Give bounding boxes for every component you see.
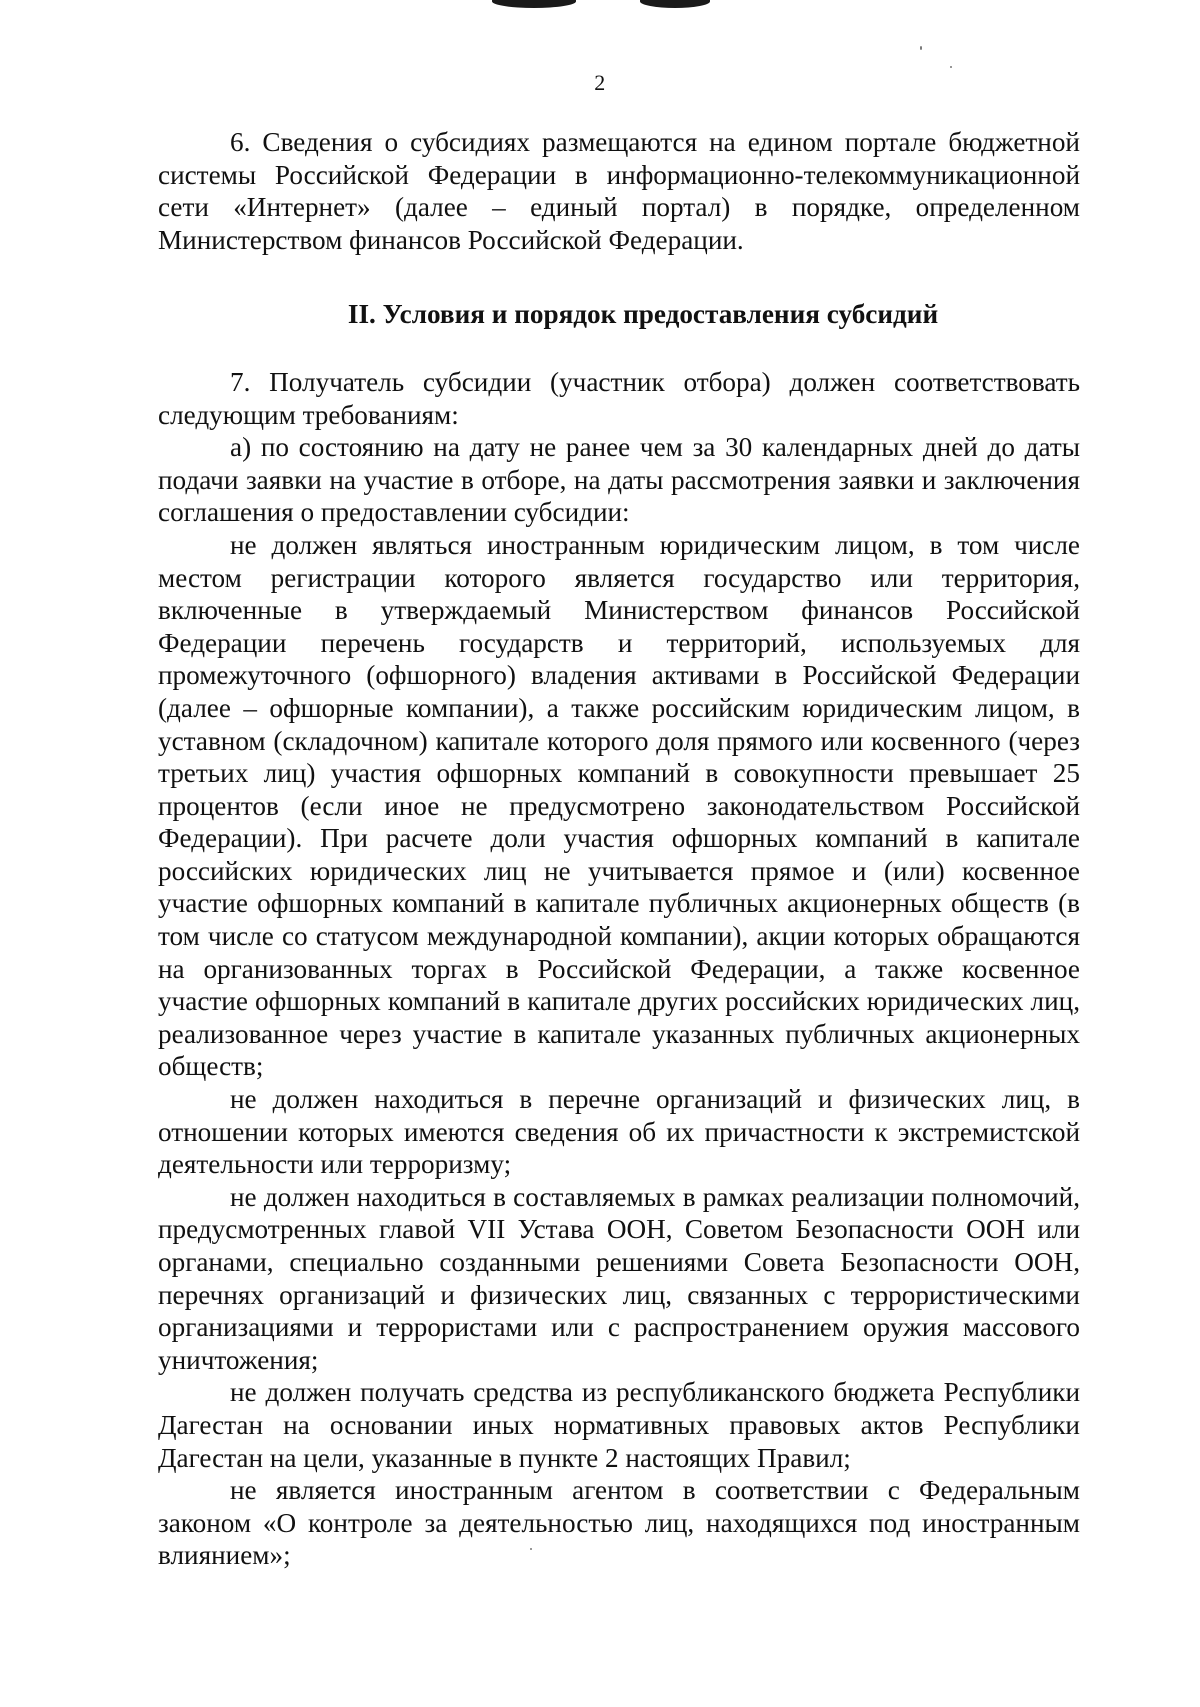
- scan-artifact: [492, 0, 576, 8]
- document-body: [158, 126, 1080, 1572]
- section-heading: II. Условия и порядок предоставления субсидий: [347, 299, 939, 330]
- paragraph-7a: а) по состоянию на дату не ранее чем за 30 календарных дней до даты подачи заявки на участие в отборе, на даты рассмотрения заявки и заключения соглашения о предоставлении субсидии:: [158, 432, 1080, 528]
- scan-speck: [530, 1548, 532, 1550]
- paragraph-7: 7. Получатель субсидии (участник отбора) должен соответствовать следующим требованиям:: [158, 366, 1080, 430]
- requirement-un-lists: не должен находиться в составляемых в рамках реализации полномочий, предусмотренных главой VII Устава ООН, Советом Безопасности ООН или органами, специально созданными решениями Совета Безопасности ООН, перечнях организаций и физических лиц, связанных с террористическими организациями и террористами или с распространением оружия массового уничтожения;: [158, 1181, 1080, 1375]
- scan-artifact: [640, 0, 710, 8]
- requirement-budget: не должен получать средства из республиканского бюджета Республики Дагестан на основании иных нормативных правовых актов Республики Дагестан на цели, указанные в пункте 2 настоящих Правил;: [158, 1377, 1080, 1473]
- scan-speck: [950, 66, 952, 68]
- scan-speck: [920, 46, 922, 50]
- requirement-extremism: не должен находиться в перечне организаций и физических лиц, в отношении которых имеются сведения об их причастности к экстремистской деятельности или терроризму;: [158, 1084, 1080, 1180]
- paragraph-6: 6. Сведения о субсидиях размещаются на едином портале бюджетной системы Российской Федерации в информационно-телекоммуникационной сети «Интернет» (далее – единый портал) в порядке, определенном Министерством финансов Российской Федерации.: [158, 127, 1080, 255]
- requirement-offshore: не должен являться иностранным юридическим лицом, в том числе местом регистрации которого является государство или территория, включенные в утверждаемый Министерством финансов Российской Федерации перечень государств и территорий, используемых для промежуточного (офшорного) владения активами в Российской Федерации (далее – офшорные компании), а также российским юридическим лицом, в уставном (складочном) капитале которого доля прямого или косвенного (через третьих лиц) участия офшорных компаний в совокупности превышает 25 процентов (если иное не предусмотрено законодательством Российской Федерации). При расчете доли участия офшорных компаний в капитале российских юридических лиц не учитывается прямое и (или) косвенное участие офшорных компаний в капитале публичных акционерных обществ (в том числе со статусом международной компании), акции которых обращаются на организованных торгах в Российской Федерации, а также косвенное участие офшорных компаний в капитале других российских юридических лиц, реализованное через участие в капитале указанных публичных акционерных обществ;: [158, 529, 1080, 1082]
- page-number: 2: [594, 70, 606, 95]
- requirement-foreign-agent: не является иностранным агентом в соответствии с Федеральным законом «О контроле за деятельностью лиц, находящихся под иностранным влиянием»;: [158, 1475, 1080, 1571]
